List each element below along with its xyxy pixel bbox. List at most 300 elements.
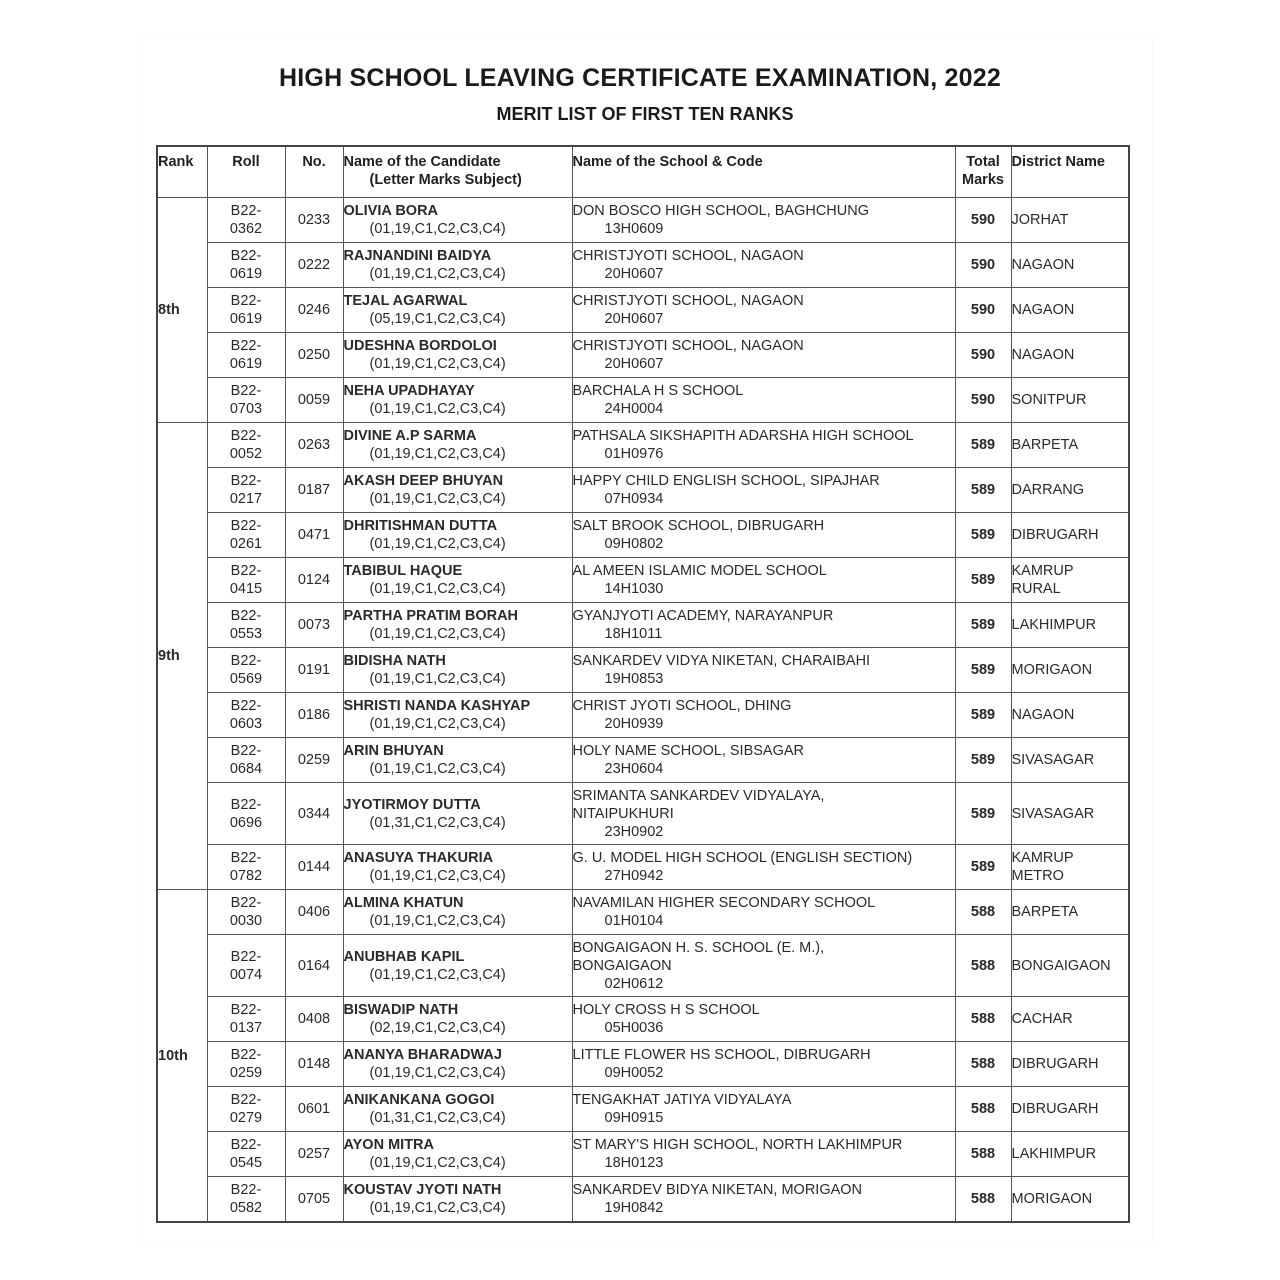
total-marks-cell: 589 [955, 423, 1011, 468]
candidate-name: ANANYA BHARADWAJ [343, 1047, 502, 1063]
roll-prefix: B22- [230, 743, 262, 759]
table-row [157, 513, 1129, 558]
roll-cell [207, 845, 285, 890]
subject-code: (01,19,C1,C2,C3,C4) [369, 401, 506, 417]
roll-cell [207, 997, 285, 1042]
school-code: 13H0609 [604, 221, 664, 237]
roll-prefix: B22- [230, 1002, 262, 1018]
roll-prefix: B22- [230, 293, 262, 309]
school-cell [572, 1177, 955, 1223]
candidate-cell [343, 648, 572, 693]
no-cell: 0705 [285, 1177, 343, 1223]
rank-cell: 9th [157, 423, 207, 890]
subject-code: (01,31,C1,C2,C3,C4) [369, 814, 506, 831]
school-cell [572, 243, 955, 288]
district-cell: SIVASAGAR [1011, 783, 1129, 845]
table-row [157, 558, 1129, 603]
school-cell [572, 198, 955, 243]
no-cell: 0344 [285, 783, 343, 845]
district-cell: JORHAT [1011, 198, 1129, 243]
total-marks-cell: 588 [955, 1177, 1011, 1223]
subject-code: (01,19,C1,C2,C3,C4) [369, 868, 506, 884]
candidate-name: UDESHNA BORDOLOI [343, 338, 497, 354]
school-name: BONGAIGAON [572, 957, 672, 974]
candidate-cell [343, 1087, 572, 1132]
subject-code: (01,19,C1,C2,C3,C4) [369, 356, 506, 372]
roll-prefix: B22- [230, 948, 262, 965]
school-code: 20H0939 [604, 716, 664, 732]
roll-cell [207, 648, 285, 693]
roll-cell [207, 738, 285, 783]
roll-number: 0684 [229, 761, 263, 777]
district-cell: DIBRUGARH [1011, 1042, 1129, 1087]
roll-prefix: B22- [230, 1182, 262, 1198]
roll-number: 0696 [229, 814, 263, 831]
district-cell: NAGAON [1011, 288, 1129, 333]
table-row [157, 693, 1129, 738]
candidate-name: ARIN BHUYAN [343, 743, 444, 759]
roll-number: 0703 [229, 401, 263, 417]
district-cell: MORIGAON [1011, 648, 1129, 693]
candidate-name: RAJNANDINI BAIDYA [343, 248, 492, 264]
candidate-cell [343, 378, 572, 423]
district-cell: BONGAIGAON [1011, 935, 1129, 997]
school-name: BONGAIGAON H. S. SCHOOL (E. M.), [572, 939, 825, 956]
school-code: 20H0607 [604, 266, 664, 282]
subject-code: (01,19,C1,C2,C3,C4) [369, 491, 506, 507]
subject-code: (01,19,C1,C2,C3,C4) [369, 761, 506, 777]
school-name: DON BOSCO HIGH SCHOOL, BAGHCHUNG [572, 203, 869, 219]
subject-code: (01,19,C1,C2,C3,C4) [369, 671, 506, 687]
school-cell [572, 648, 955, 693]
school-code: 23H0604 [604, 761, 664, 777]
candidate-cell [343, 468, 572, 513]
merit-table-body [157, 198, 1129, 1223]
school-name: CHRISTJYOTI SCHOOL, NAGAON [572, 248, 804, 264]
roll-prefix: B22- [230, 563, 262, 579]
candidate-cell [343, 935, 572, 997]
roll-cell [207, 423, 285, 468]
no-cell: 0259 [285, 738, 343, 783]
no-cell: 0144 [285, 845, 343, 890]
school-name: NITAIPUKHURI [572, 805, 674, 822]
school-cell [572, 603, 955, 648]
roll-cell [207, 1132, 285, 1177]
roll-number: 0553 [229, 626, 263, 642]
no-cell: 0601 [285, 1087, 343, 1132]
roll-number: 0603 [229, 716, 263, 732]
roll-number: 0545 [229, 1155, 263, 1171]
roll-number: 0259 [229, 1065, 263, 1081]
candidate-cell [343, 1042, 572, 1087]
school-cell [572, 1042, 955, 1087]
roll-cell [207, 288, 285, 333]
school-code: 01H0104 [604, 913, 664, 929]
roll-cell [207, 333, 285, 378]
total-marks-cell: 590 [955, 378, 1011, 423]
school-name: NAVAMILAN HIGHER SECONDARY SCHOOL [572, 895, 876, 911]
district-name: KAMRUP [1011, 563, 1074, 579]
district-cell: BARPETA [1011, 890, 1129, 935]
candidate-name: SHRISTI NANDA KASHYAP [343, 698, 531, 714]
roll-cell [207, 378, 285, 423]
school-name: CHRISTJYOTI SCHOOL, NAGAON [572, 338, 804, 354]
school-code: 18H1011 [604, 626, 663, 642]
school-cell [572, 845, 955, 890]
candidate-name: DHRITISHMAN DUTTA [343, 518, 498, 534]
school-name: SRIMANTA SANKARDEV VIDYALAYA, [572, 787, 825, 804]
school-name: TENGAKHAT JATIYA VIDYALAYA [572, 1092, 792, 1108]
school-code: 07H0934 [604, 491, 664, 507]
header-candidate-name [343, 146, 572, 198]
district-name: METRO [1011, 868, 1064, 884]
subject-code: (01,19,C1,C2,C3,C4) [369, 1155, 506, 1171]
total-marks-cell: 589 [955, 693, 1011, 738]
subject-code: (01,19,C1,C2,C3,C4) [369, 966, 506, 983]
roll-number: 0569 [229, 671, 263, 687]
table-row [157, 1042, 1129, 1087]
candidate-cell [343, 783, 572, 845]
school-cell [572, 693, 955, 738]
no-cell: 0471 [285, 513, 343, 558]
table-row [157, 603, 1129, 648]
roll-number: 0619 [229, 356, 263, 372]
school-cell [572, 468, 955, 513]
total-marks-cell: 589 [955, 648, 1011, 693]
header-district: District Name [1011, 146, 1129, 198]
table-row [157, 648, 1129, 693]
total-marks-cell: 589 [955, 783, 1011, 845]
roll-prefix: B22- [230, 428, 262, 444]
roll-prefix: B22- [230, 383, 262, 399]
roll-cell [207, 1087, 285, 1132]
subject-code: (02,19,C1,C2,C3,C4) [369, 1020, 506, 1036]
table-row [157, 198, 1129, 243]
district-name: RURAL [1011, 581, 1061, 597]
school-cell [572, 378, 955, 423]
no-cell: 0124 [285, 558, 343, 603]
roll-prefix: B22- [230, 653, 262, 669]
candidate-cell [343, 333, 572, 378]
subject-code: (01,19,C1,C2,C3,C4) [369, 446, 506, 462]
total-marks-cell: 590 [955, 333, 1011, 378]
candidate-name: NEHA UPADHAYAY [343, 383, 475, 399]
subject-code: (01,19,C1,C2,C3,C4) [369, 221, 506, 237]
candidate-cell [343, 1177, 572, 1223]
school-name: SALT BROOK SCHOOL, DIBRUGARH [572, 518, 825, 534]
school-code: 27H0942 [604, 868, 664, 884]
candidate-cell [343, 845, 572, 890]
roll-cell [207, 1177, 285, 1223]
total-marks-cell: 590 [955, 288, 1011, 333]
roll-cell [207, 935, 285, 997]
school-name: LITTLE FLOWER HS SCHOOL, DIBRUGARH [572, 1047, 871, 1063]
no-cell: 0148 [285, 1042, 343, 1087]
school-name: SANKARDEV BIDYA NIKETAN, MORIGAON [572, 1182, 863, 1198]
table-row [157, 845, 1129, 890]
roll-prefix: B22- [230, 338, 262, 354]
no-cell: 0164 [285, 935, 343, 997]
document-subtitle: MERIT LIST OF FIRST TEN RANKS [496, 104, 794, 124]
candidate-cell [343, 890, 572, 935]
roll-number: 0074 [229, 966, 263, 983]
roll-prefix: B22- [230, 895, 262, 911]
table-row [157, 783, 1129, 845]
roll-number: 0052 [229, 446, 263, 462]
roll-prefix: B22- [230, 698, 262, 714]
school-name: G. U. MODEL HIGH SCHOOL (ENGLISH SECTION) [572, 850, 913, 866]
subject-code: (01,19,C1,C2,C3,C4) [369, 581, 506, 597]
school-code: 14H1030 [604, 581, 664, 597]
roll-number: 0415 [229, 581, 263, 597]
school-name: PATHSALA SIKSHAPITH ADARSHA HIGH SCHOOL [572, 428, 914, 444]
header-school: Name of the School & Code [572, 146, 955, 198]
candidate-name: TEJAL AGARWAL [343, 293, 468, 309]
school-cell [572, 333, 955, 378]
candidate-cell [343, 288, 572, 333]
roll-cell [207, 243, 285, 288]
subject-code: (01,19,C1,C2,C3,C4) [369, 716, 506, 732]
school-cell [572, 513, 955, 558]
school-code: 09H0052 [604, 1065, 664, 1081]
header-no: No. [285, 146, 343, 198]
school-name: CHRISTJYOTI SCHOOL, NAGAON [572, 293, 804, 309]
school-name: GYANJYOTI ACADEMY, NARAYANPUR [572, 608, 834, 624]
school-code: 02H0612 [604, 975, 664, 992]
header-total-line1: Total [966, 154, 1000, 170]
school-name: SANKARDEV VIDYA NIKETAN, CHARAIBAHI [572, 653, 871, 669]
school-name: HAPPY CHILD ENGLISH SCHOOL, SIPAJHAR [572, 473, 880, 489]
table-row [157, 890, 1129, 935]
school-name: ST MARY'S HIGH SCHOOL, NORTH LAKHIMPUR [572, 1137, 903, 1153]
candidate-name: DIVINE A.P SARMA [343, 428, 477, 444]
school-name: CHRIST JYOTI SCHOOL, DHING [572, 698, 792, 714]
header-candidate-name-sub: (Letter Marks Subject) [369, 172, 522, 188]
roll-number: 0217 [229, 491, 263, 507]
roll-prefix: B22- [230, 1047, 262, 1063]
roll-cell [207, 603, 285, 648]
no-cell: 0187 [285, 468, 343, 513]
total-marks-cell: 589 [955, 558, 1011, 603]
total-marks-cell: 590 [955, 198, 1011, 243]
no-cell: 0257 [285, 1132, 343, 1177]
no-cell: 0191 [285, 648, 343, 693]
no-cell: 0246 [285, 288, 343, 333]
school-name: HOLY CROSS H S SCHOOL [572, 1002, 760, 1018]
total-marks-cell: 588 [955, 997, 1011, 1042]
district-cell: LAKHIMPUR [1011, 603, 1129, 648]
candidate-name: ANUBHAB KAPIL [343, 948, 465, 965]
candidate-name: ANASUYA THAKURIA [343, 850, 494, 866]
roll-prefix: B22- [230, 248, 262, 264]
no-cell: 0073 [285, 603, 343, 648]
roll-cell [207, 693, 285, 738]
school-code: 09H0915 [604, 1110, 664, 1126]
table-row [157, 1087, 1129, 1132]
candidate-name: TABIBUL HAQUE [343, 563, 463, 579]
district-cell: DIBRUGARH [1011, 1087, 1129, 1132]
school-code: 20H0607 [604, 311, 664, 327]
rank-cell: 8th [157, 198, 207, 423]
school-code: 09H0802 [604, 536, 664, 552]
candidate-cell [343, 603, 572, 648]
no-cell: 0059 [285, 378, 343, 423]
table-row [157, 333, 1129, 378]
table-row [157, 468, 1129, 513]
school-name: AL AMEEN ISLAMIC MODEL SCHOOL [572, 563, 827, 579]
roll-prefix: B22- [230, 518, 262, 534]
total-marks-cell: 588 [955, 1087, 1011, 1132]
roll-number: 0261 [229, 536, 263, 552]
table-row [157, 1132, 1129, 1177]
no-cell: 0222 [285, 243, 343, 288]
roll-number: 0782 [229, 868, 263, 884]
table-row [157, 243, 1129, 288]
subject-code: (01,19,C1,C2,C3,C4) [369, 536, 506, 552]
header-row [157, 146, 1129, 198]
total-marks-cell: 589 [955, 845, 1011, 890]
header-candidate-name-label: Name of the Candidate [343, 154, 501, 170]
roll-number: 0582 [229, 1200, 263, 1216]
candidate-name: JYOTIRMOY DUTTA [343, 796, 481, 813]
no-cell: 0263 [285, 423, 343, 468]
no-cell: 0406 [285, 890, 343, 935]
roll-cell [207, 468, 285, 513]
candidate-cell [343, 1132, 572, 1177]
candidate-cell [343, 513, 572, 558]
subject-code: (01,19,C1,C2,C3,C4) [369, 626, 506, 642]
roll-cell [207, 783, 285, 845]
header-rank: Rank [157, 146, 207, 198]
district-cell [1011, 845, 1129, 890]
total-marks-cell: 588 [955, 1132, 1011, 1177]
roll-number: 0279 [229, 1110, 263, 1126]
roll-cell [207, 890, 285, 935]
subject-code: (05,19,C1,C2,C3,C4) [369, 311, 506, 327]
district-cell: NAGAON [1011, 333, 1129, 378]
roll-prefix: B22- [230, 850, 262, 866]
school-cell [572, 890, 955, 935]
school-cell [572, 738, 955, 783]
header-total-line2: Marks [962, 172, 1004, 188]
roll-prefix: B22- [230, 203, 262, 219]
candidate-cell [343, 693, 572, 738]
school-code: 24H0004 [604, 401, 664, 417]
no-cell: 0186 [285, 693, 343, 738]
district-cell: NAGAON [1011, 243, 1129, 288]
school-cell [572, 935, 955, 997]
total-marks-cell: 589 [955, 513, 1011, 558]
school-name: BARCHALA H S SCHOOL [572, 383, 744, 399]
roll-number: 0137 [229, 1020, 263, 1036]
candidate-name: AKASH DEEP BHUYAN [343, 473, 504, 489]
document-title: HIGH SCHOOL LEAVING CERTIFICATE EXAMINATION, 2022 [279, 64, 1001, 92]
candidate-cell [343, 997, 572, 1042]
candidate-name: PARTHA PRATIM BORAH [343, 608, 519, 624]
candidate-cell [343, 423, 572, 468]
candidate-name: BISWADIP NATH [343, 1002, 459, 1018]
total-marks-cell: 588 [955, 1042, 1011, 1087]
roll-prefix: B22- [230, 1137, 262, 1153]
subject-code: (01,19,C1,C2,C3,C4) [369, 1200, 506, 1216]
district-cell: SONITPUR [1011, 378, 1129, 423]
table-row [157, 423, 1129, 468]
school-cell [572, 288, 955, 333]
district-cell: MORIGAON [1011, 1177, 1129, 1223]
table-row [157, 378, 1129, 423]
no-cell: 0250 [285, 333, 343, 378]
subject-code: (01,19,C1,C2,C3,C4) [369, 266, 506, 282]
roll-number: 0362 [229, 221, 263, 237]
candidate-name: OLIVIA BORA [343, 203, 439, 219]
candidate-name: AYON MITRA [343, 1137, 434, 1153]
district-cell [1011, 558, 1129, 603]
district-cell: DIBRUGARH [1011, 513, 1129, 558]
district-name: KAMRUP [1011, 850, 1074, 866]
total-marks-cell: 588 [955, 890, 1011, 935]
subject-code: (01,31,C1,C2,C3,C4) [369, 1110, 506, 1126]
table-row [157, 288, 1129, 333]
district-cell: NAGAON [1011, 693, 1129, 738]
district-cell: BARPETA [1011, 423, 1129, 468]
roll-prefix: B22- [230, 796, 262, 813]
total-marks-cell: 590 [955, 243, 1011, 288]
school-code: 18H0123 [604, 1155, 664, 1171]
table-row [157, 738, 1129, 783]
school-name: HOLY NAME SCHOOL, SIBSAGAR [572, 743, 805, 759]
school-code: 01H0976 [604, 446, 664, 462]
roll-prefix: B22- [230, 608, 262, 624]
table-row [157, 997, 1129, 1042]
total-marks-cell: 589 [955, 738, 1011, 783]
district-cell: SIVASAGAR [1011, 738, 1129, 783]
district-cell: CACHAR [1011, 997, 1129, 1042]
roll-number: 0619 [229, 266, 263, 282]
total-marks-cell: 589 [955, 603, 1011, 648]
merit-list-table [156, 145, 1130, 1223]
school-cell [572, 997, 955, 1042]
table-row [157, 1177, 1129, 1223]
subject-code: (01,19,C1,C2,C3,C4) [369, 1065, 506, 1081]
school-code: 19H0842 [604, 1200, 664, 1216]
school-cell [572, 1087, 955, 1132]
header-total-marks [955, 146, 1011, 198]
candidate-name: KOUSTAV JYOTI NATH [343, 1182, 502, 1198]
roll-prefix: B22- [230, 1092, 262, 1108]
no-cell: 0408 [285, 997, 343, 1042]
subject-code: (01,19,C1,C2,C3,C4) [369, 913, 506, 929]
district-cell: DARRANG [1011, 468, 1129, 513]
school-code: 23H0902 [604, 823, 664, 840]
total-marks-cell: 589 [955, 468, 1011, 513]
candidate-cell [343, 243, 572, 288]
roll-cell [207, 1042, 285, 1087]
school-cell [572, 558, 955, 603]
roll-prefix: B22- [230, 473, 262, 489]
school-code: 05H0036 [604, 1020, 664, 1036]
total-marks-cell: 588 [955, 935, 1011, 997]
header-roll: Roll [207, 146, 285, 198]
candidate-cell [343, 738, 572, 783]
no-cell: 0233 [285, 198, 343, 243]
candidate-cell [343, 198, 572, 243]
roll-cell [207, 198, 285, 243]
table-row [157, 935, 1129, 997]
school-cell [572, 423, 955, 468]
candidate-name: ALMINA KHATUN [343, 895, 464, 911]
roll-cell [207, 513, 285, 558]
school-code: 19H0853 [604, 671, 664, 687]
